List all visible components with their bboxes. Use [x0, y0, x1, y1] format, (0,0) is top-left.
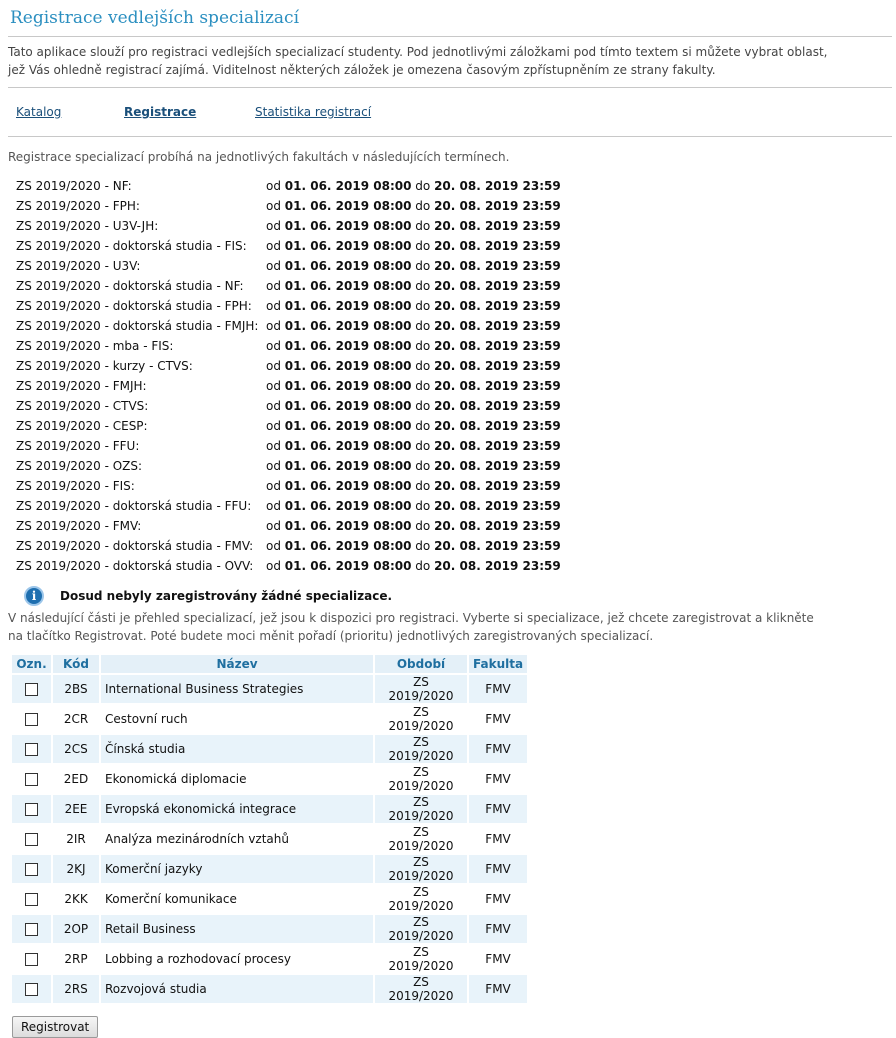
term-label: ZS 2019/2020 - FPH:	[16, 199, 140, 213]
select-checkbox[interactable]	[25, 803, 38, 816]
faculty-cell: FMV	[469, 735, 527, 763]
term-row	[8, 216, 892, 236]
terms-list	[8, 176, 892, 576]
select-cell	[12, 975, 51, 1003]
term-label: ZS 2019/2020 - FIS:	[16, 479, 135, 493]
select-cell	[12, 735, 51, 763]
term-from: 01. 06. 2019 08:00	[284, 219, 412, 233]
term-to: 20. 08. 2019 23:59	[434, 339, 561, 353]
select-cell	[12, 885, 51, 913]
term-range	[266, 316, 561, 336]
term-range	[266, 416, 561, 436]
term-from: 01. 06. 2019 08:00	[284, 479, 412, 493]
term-range	[266, 396, 561, 416]
period-cell: ZS 2019/2020	[388, 885, 454, 913]
register-button[interactable]: Registrovat	[12, 1016, 98, 1038]
select-cell	[12, 675, 51, 703]
term-to: 20. 08. 2019 23:59	[434, 219, 561, 233]
term-row	[8, 416, 892, 436]
term-row	[8, 276, 892, 296]
faculty-cell: FMV	[485, 712, 511, 726]
term-range	[266, 436, 561, 456]
name-cell: Čínská studia	[101, 735, 373, 763]
faculty-cell: FMV	[469, 855, 527, 883]
term-to: 20. 08. 2019 23:59	[434, 399, 561, 413]
term-range	[266, 516, 561, 536]
from-word: od	[266, 479, 281, 493]
term-range	[266, 376, 561, 396]
term-from: 01. 06. 2019 08:00	[284, 179, 412, 193]
term-row	[8, 296, 892, 316]
select-checkbox[interactable]	[25, 953, 38, 966]
term-range	[266, 216, 561, 236]
description-text: V následující části je přehled specializací, jež jsou k dispozici pro registraci. Vyberte si specializace, jež chcete zaregistrovat a klikněte na tlačítko Registrovat. Poté budete moci měnit pořadí (prioritu) jednotlivých zaregistrovaných specializací.	[8, 611, 814, 643]
term-row	[8, 356, 892, 376]
header-ozn: Ozn.	[12, 655, 51, 673]
from-word: od	[266, 199, 281, 213]
term-label: ZS 2019/2020 - OZS:	[16, 459, 143, 473]
info-icon: i	[24, 586, 44, 606]
term-range	[266, 296, 561, 316]
from-word: od	[266, 359, 281, 373]
faculty-cell: FMV	[469, 975, 527, 1003]
table-row	[12, 735, 527, 763]
code-cell: 2EE	[53, 795, 99, 823]
term-label: ZS 2019/2020 - doktorská studia - FPH:	[16, 299, 252, 313]
term-range	[266, 196, 561, 216]
from-word: od	[266, 339, 281, 353]
from-word: od	[266, 319, 281, 333]
terms-intro: Registrace specializací probíhá na jednotlivých fakultách v následujících termínech.	[8, 150, 510, 164]
term-label: ZS 2019/2020 - CESP:	[16, 419, 148, 433]
select-checkbox[interactable]	[25, 743, 38, 756]
table-row	[12, 975, 527, 1003]
term-to: 20. 08. 2019 23:59	[434, 259, 561, 273]
term-from: 01. 06. 2019 08:00	[284, 319, 412, 333]
header-kod: Kód	[53, 655, 99, 673]
to-word: do	[415, 279, 431, 293]
faculty-cell: FMV	[485, 772, 511, 786]
term-to: 20. 08. 2019 23:59	[434, 279, 561, 293]
to-word: do	[415, 319, 431, 333]
term-row	[8, 256, 892, 276]
from-word: od	[266, 419, 281, 433]
from-word: od	[266, 439, 281, 453]
name-cell: Retail Business	[101, 915, 373, 943]
table-row	[12, 945, 527, 973]
notice	[8, 585, 892, 607]
term-label: ZS 2019/2020 - NF:	[16, 179, 132, 193]
tab-katalog[interactable]: Katalog	[16, 105, 62, 119]
code-cell: 2OP	[53, 915, 99, 943]
term-from: 01. 06. 2019 08:00	[284, 519, 412, 533]
faculty-cell: FMV	[485, 892, 511, 906]
code-cell: 2KJ	[53, 855, 99, 883]
term-label: ZS 2019/2020 - FFU:	[16, 439, 140, 453]
term-range	[266, 336, 561, 356]
period-cell: ZS 2019/2020	[375, 795, 467, 823]
code-cell: 2CS	[53, 735, 99, 763]
term-label: ZS 2019/2020 - kurzy - CTVS:	[16, 359, 193, 373]
faculty-cell: FMV	[469, 675, 527, 703]
code-cell: 2KK	[64, 892, 88, 906]
to-word: do	[415, 239, 431, 253]
intro-text: Tato aplikace slouží pro registraci vedlejších specializací studenty. Pod jednotlivými záložkami pod tímto textem si můžete vybrat oblast, jež Vás ohledně registrací zajímá. Viditelnost některých záložek je omezena časovým zpřístupněním ze strany fakulty.	[8, 45, 828, 77]
term-from: 01. 06. 2019 08:00	[284, 239, 412, 253]
term-row	[8, 496, 892, 516]
tab-bar	[8, 88, 892, 136]
term-from: 01. 06. 2019 08:00	[284, 359, 412, 373]
term-label: ZS 2019/2020 - U3V:	[16, 259, 141, 273]
to-word: do	[415, 339, 431, 353]
table-row	[12, 705, 527, 733]
term-to: 20. 08. 2019 23:59	[434, 499, 561, 513]
period-cell: ZS 2019/2020	[375, 735, 467, 763]
term-to: 20. 08. 2019 23:59	[434, 539, 561, 553]
term-label: ZS 2019/2020 - mba - FIS:	[16, 339, 174, 353]
term-label: ZS 2019/2020 - doktorská studia - FMJH:	[16, 319, 259, 333]
term-row	[8, 396, 892, 416]
name-cell: International Business Strategies	[101, 675, 373, 703]
header-nazev: Název	[101, 655, 373, 673]
term-row	[8, 236, 892, 256]
header-obdobi: Období	[375, 655, 467, 673]
period-cell: ZS 2019/2020	[388, 765, 454, 793]
from-word: od	[266, 519, 281, 533]
from-word: od	[266, 219, 281, 233]
term-range	[266, 456, 561, 476]
select-cell	[12, 795, 51, 823]
select-cell	[12, 945, 51, 973]
term-to: 20. 08. 2019 23:59	[434, 359, 561, 373]
to-word: do	[415, 219, 431, 233]
term-from: 01. 06. 2019 08:00	[284, 339, 412, 353]
to-word: do	[415, 459, 431, 473]
term-from: 01. 06. 2019 08:00	[284, 559, 412, 573]
term-to: 20. 08. 2019 23:59	[434, 459, 561, 473]
to-word: do	[415, 379, 431, 393]
faculty-cell: FMV	[469, 915, 527, 943]
term-label: ZS 2019/2020 - doktorská studia - FFU:	[16, 499, 252, 513]
code-cell: 2RS	[53, 975, 99, 1003]
name-cell: Lobbing a rozhodovací procesy	[105, 952, 291, 966]
period-cell: ZS 2019/2020	[375, 915, 467, 943]
divider	[8, 136, 892, 137]
term-from: 01. 06. 2019 08:00	[284, 419, 412, 433]
table-row	[12, 915, 527, 943]
term-label: ZS 2019/2020 - doktorská studia - FMV:	[16, 539, 254, 553]
select-checkbox[interactable]	[25, 983, 38, 996]
specializations-table	[10, 653, 529, 1005]
code-cell: 2BS	[53, 675, 99, 703]
term-range	[266, 356, 561, 376]
table-row	[12, 765, 527, 793]
select-cell	[12, 705, 51, 733]
term-range	[266, 276, 561, 296]
select-checkbox[interactable]	[25, 923, 38, 936]
tab-statistika[interactable]: Statistika registrací	[255, 105, 372, 119]
term-from: 01. 06. 2019 08:00	[284, 299, 412, 313]
term-range	[266, 256, 561, 276]
code-cell: 2IR	[66, 832, 86, 846]
tab-registrace[interactable]: Registrace	[124, 105, 197, 119]
period-cell: ZS 2019/2020	[388, 945, 454, 973]
term-to: 20. 08. 2019 23:59	[434, 439, 561, 453]
term-range	[266, 236, 561, 256]
to-word: do	[415, 259, 431, 273]
name-cell: Evropská ekonomická integrace	[101, 795, 373, 823]
select-cell	[12, 855, 51, 883]
to-word: do	[415, 199, 431, 213]
term-from: 01. 06. 2019 08:00	[284, 439, 412, 453]
select-cell	[12, 915, 51, 943]
to-word: do	[415, 299, 431, 313]
to-word: do	[415, 439, 431, 453]
term-row	[8, 196, 892, 216]
to-word: do	[415, 519, 431, 533]
term-from: 01. 06. 2019 08:00	[284, 379, 412, 393]
select-checkbox[interactable]	[25, 773, 38, 786]
term-label: ZS 2019/2020 - doktorská studia - FIS:	[16, 239, 247, 253]
to-word: do	[415, 359, 431, 373]
term-range	[266, 556, 561, 576]
period-cell: ZS 2019/2020	[375, 855, 467, 883]
name-cell: Komerční komunikace	[105, 892, 237, 906]
to-word: do	[415, 499, 431, 513]
name-cell: Cestovní ruch	[105, 712, 188, 726]
term-row	[8, 476, 892, 496]
from-word: od	[266, 379, 281, 393]
code-cell: 2RP	[64, 952, 88, 966]
table-row	[12, 795, 527, 823]
select-checkbox[interactable]	[25, 833, 38, 846]
name-cell: Ekonomická diplomacie	[105, 772, 247, 786]
to-word: do	[415, 179, 431, 193]
term-row	[8, 316, 892, 336]
term-to: 20. 08. 2019 23:59	[434, 299, 561, 313]
name-cell: Rozvojová studia	[101, 975, 373, 1003]
select-checkbox[interactable]	[25, 893, 38, 906]
select-checkbox[interactable]	[25, 713, 38, 726]
term-row	[8, 376, 892, 396]
term-label: ZS 2019/2020 - doktorská studia - NF:	[16, 279, 244, 293]
term-from: 01. 06. 2019 08:00	[284, 399, 412, 413]
code-cell: 2ED	[63, 772, 89, 786]
name-cell: Komerční jazyky	[101, 855, 373, 883]
to-word: do	[415, 479, 431, 493]
from-word: od	[266, 459, 281, 473]
select-cell	[12, 825, 51, 853]
term-range	[266, 476, 561, 496]
to-word: do	[415, 399, 431, 413]
term-from: 01. 06. 2019 08:00	[284, 459, 412, 473]
term-to: 20. 08. 2019 23:59	[434, 239, 561, 253]
term-from: 01. 06. 2019 08:00	[284, 199, 412, 213]
to-word: do	[415, 559, 431, 573]
faculty-cell: FMV	[485, 832, 511, 846]
term-row	[8, 176, 892, 196]
name-cell: Analýza mezinárodních vztahů	[105, 832, 289, 846]
notice-text: Dosud nebyly zaregistrovány žádné specializace.	[60, 589, 393, 603]
term-row	[8, 556, 892, 576]
term-row	[8, 336, 892, 356]
select-checkbox[interactable]	[25, 683, 38, 696]
table-row	[12, 885, 527, 913]
term-from: 01. 06. 2019 08:00	[284, 279, 412, 293]
term-from: 01. 06. 2019 08:00	[284, 499, 412, 513]
term-row	[8, 456, 892, 476]
from-word: od	[266, 499, 281, 513]
table-row	[12, 855, 527, 883]
term-label: ZS 2019/2020 - FMV:	[16, 519, 142, 533]
to-word: do	[415, 539, 431, 553]
period-cell: ZS 2019/2020	[388, 705, 454, 733]
term-range	[266, 496, 561, 516]
term-to: 20. 08. 2019 23:59	[434, 419, 561, 433]
term-label: ZS 2019/2020 - U3V-JH:	[16, 219, 159, 233]
term-from: 01. 06. 2019 08:00	[284, 259, 412, 273]
from-word: od	[266, 559, 281, 573]
period-cell: ZS 2019/2020	[375, 675, 467, 703]
from-word: od	[266, 179, 281, 193]
term-to: 20. 08. 2019 23:59	[434, 479, 561, 493]
select-cell	[12, 765, 51, 793]
from-word: od	[266, 239, 281, 253]
term-row	[8, 516, 892, 536]
select-checkbox[interactable]	[25, 863, 38, 876]
term-row	[8, 436, 892, 456]
term-to: 20. 08. 2019 23:59	[434, 179, 561, 193]
term-row	[8, 536, 892, 556]
term-range	[266, 536, 561, 556]
term-label: ZS 2019/2020 - doktorská studia - OVV:	[16, 559, 254, 573]
to-word: do	[415, 419, 431, 433]
from-word: od	[266, 259, 281, 273]
from-word: od	[266, 399, 281, 413]
term-range	[266, 176, 561, 196]
faculty-cell: FMV	[469, 795, 527, 823]
table-header-row	[12, 655, 527, 673]
page-title: Registrace vedlejších specializací	[8, 0, 892, 37]
term-from: 01. 06. 2019 08:00	[284, 539, 412, 553]
term-to: 20. 08. 2019 23:59	[434, 379, 561, 393]
from-word: od	[266, 299, 281, 313]
term-to: 20. 08. 2019 23:59	[434, 559, 561, 573]
term-to: 20. 08. 2019 23:59	[434, 319, 561, 333]
period-cell: ZS 2019/2020	[375, 975, 467, 1003]
term-to: 20. 08. 2019 23:59	[434, 199, 561, 213]
term-to: 20. 08. 2019 23:59	[434, 519, 561, 533]
header-fakulta: Fakulta	[469, 655, 527, 673]
term-label: ZS 2019/2020 - FMJH:	[16, 379, 147, 393]
term-label: ZS 2019/2020 - CTVS:	[16, 399, 149, 413]
code-cell: 2CR	[63, 712, 89, 726]
from-word: od	[266, 539, 281, 553]
faculty-cell: FMV	[485, 952, 511, 966]
from-word: od	[266, 279, 281, 293]
table-row	[12, 675, 527, 703]
period-cell: ZS 2019/2020	[388, 825, 454, 853]
table-row	[12, 825, 527, 853]
